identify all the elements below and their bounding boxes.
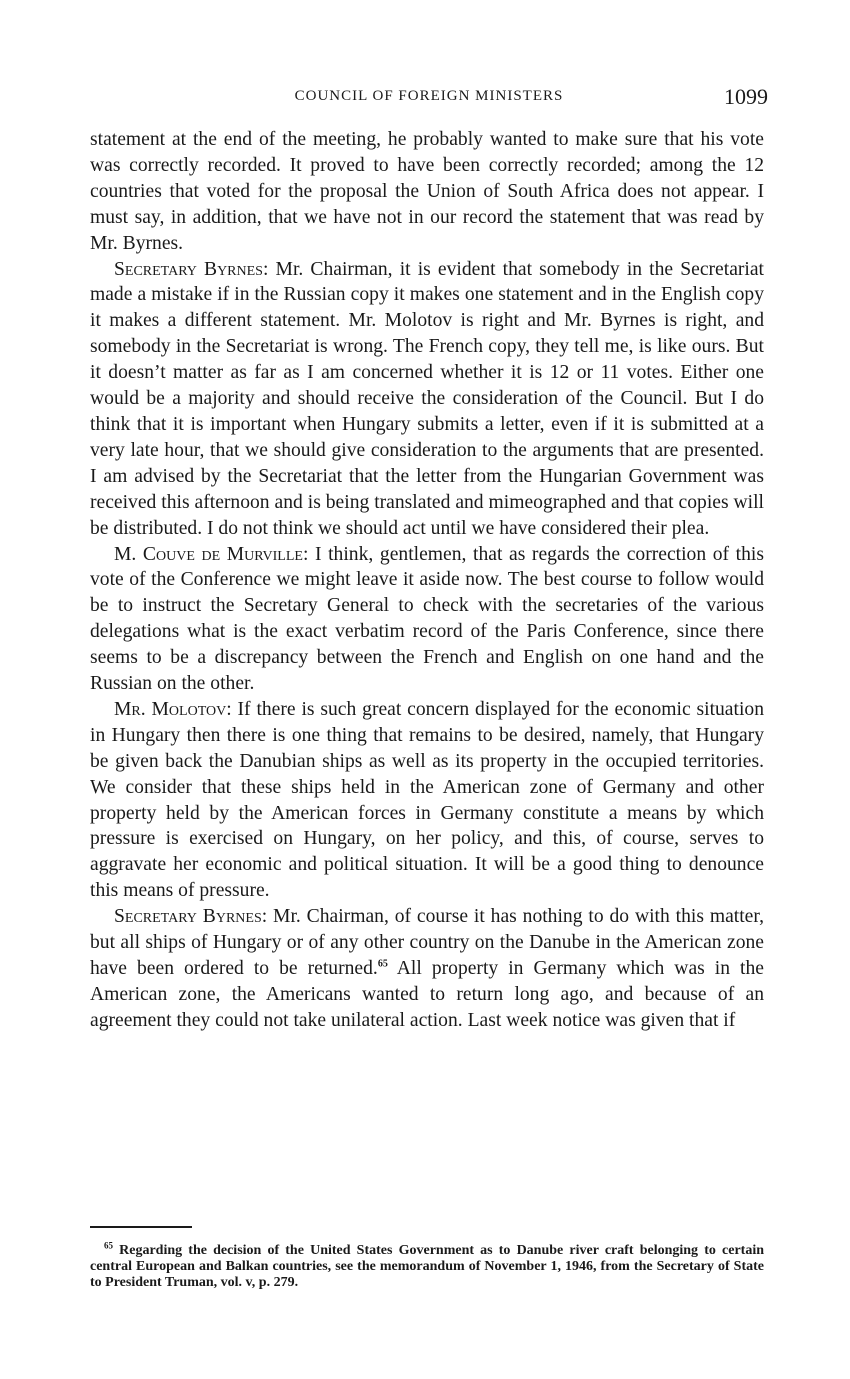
paragraph-byrnes-2 bbox=[90, 904, 764, 1034]
speaker-name: Secretary Byrnes bbox=[114, 906, 262, 928]
speaker-name: Secretary Byrnes bbox=[114, 258, 263, 280]
speaker-name: M. Couve de Murville bbox=[114, 543, 303, 565]
speaker-name: Mr. Molotov bbox=[114, 698, 227, 720]
footnote-divider bbox=[90, 1226, 192, 1228]
paragraph-continuation: statement at the end of the meeting, he probably wanted to make sure that his vote was correctly recorded. It proved to have been correctly recorded; among the 12 countries that voted for the proposal the Union of South Africa does not appear. I must say, in addition, that we have not in our record the statement that was read by Mr. Byrnes. bbox=[90, 129, 764, 254]
running-head bbox=[90, 84, 768, 114]
speech-text: All property in Germany which was in the American zone, the Americans wanted to return long ago, and because of an agreement they could not take unilateral action. Last week notice was given that if bbox=[90, 958, 764, 1031]
paragraph-molotov bbox=[90, 697, 764, 904]
paragraph-byrnes-1 bbox=[90, 257, 764, 542]
footnote-text: Regarding the decision of the United States Government as to Danube river craft belonging to certain central European and Balkan countries, see the memorandum of November 1, 1946, from the Secretary of State to President Truman, vol. v, p. 279. bbox=[90, 1243, 764, 1291]
running-title: COUNCIL OF FOREIGN MINISTERS bbox=[294, 88, 564, 104]
page-number: 1099 bbox=[724, 84, 768, 109]
footnote-marker: 65 bbox=[104, 1240, 113, 1251]
footnote-reference: 65 bbox=[377, 958, 388, 970]
speech-text: : I think, gentlemen, that as regards the correction of this vote of the Conference we might leave it aside now. The best course to follow would be to instruct the Secretary General to check with the secretaries of the various delegations what is the exact verbatim record of the Paris Conference, since there seems to be a discrepancy between the French and English on one hand and the Russian on the other. bbox=[90, 543, 764, 695]
speech-text: : Mr. Chairman, it is evident that somebody in the Secretariat made a mistake if in the Russian copy it makes one statement and in the English copy it makes a different statement. Mr. Molotov is right and Mr. Byrnes is right, and somebody in the Secretariat is wrong. The French copy, they tell me, is like ours. But it doesn’t matter as far as I am concerned whether it is 12 or 11 votes. Either one would be a majority and should receive the consideration of the Council. But I do think that it is important when Hungary submits a letter, even if it is submitted at a very late hour, that we should give consideration to the arguments that are presented. I am advised by the Secretariat that the letter from the Hungarian Government was received this afternoon and is being translated and mimeographed and that copies will be distributed. I do not think we should act until we have considered their plea. bbox=[90, 258, 764, 539]
footnote bbox=[90, 1240, 764, 1292]
body-text bbox=[90, 127, 764, 1034]
speech-text: : If there is such great concern displayed for the economic situation in Hungary then there is one thing that remains to be desired, namely, that Hungary be given back the Danubian ships as well as its property in the occupied territories. We consider that these ships held in the American zone of Germany and other property held by the American forces in Germany constitute a means by which pressure is exercised on Hungary, on her policy, and this, of course, serves to aggravate her economic and political situation. It will be a good thing to denounce this means of pressure. bbox=[90, 698, 764, 902]
speech-text: : Mr. Chairman, of course it has nothing to do with this matter, but all ships of Hungary or of any other country on the Danube in the American zone have been ordered to be returned. bbox=[90, 906, 764, 979]
paragraph-couve-de-murville bbox=[90, 542, 764, 697]
